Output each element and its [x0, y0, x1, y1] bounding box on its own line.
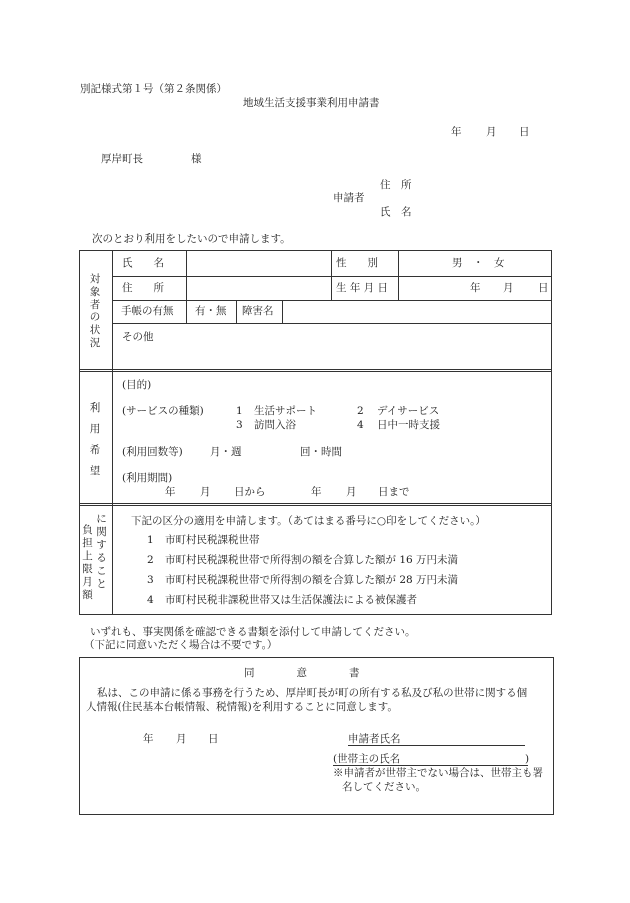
dob-label: 生 年 月 日 [336, 282, 389, 294]
consent-note-line2: 名してください。 [342, 781, 426, 793]
applicant-address-label: 住 所 [380, 179, 412, 191]
notes-line2: （下記に同意いただく場合は不要です。） [84, 639, 278, 651]
date-year-label: 年 [451, 126, 462, 138]
limit-option-num: 2 [147, 554, 154, 566]
limit-option-text[interactable]: 市町村民税非課税世帯又は生活保護法による被保護者 [165, 594, 417, 606]
service-num: 4 [357, 419, 364, 431]
dob-month: 月 [503, 282, 514, 294]
consent-date-day: 日 [208, 733, 219, 745]
applicant-label: 申請者 [333, 192, 365, 204]
row-divider [112, 276, 552, 277]
limit-option-num: 1 [147, 534, 154, 546]
consent-applicant-name-label: 申請者氏名 [348, 733, 401, 745]
limit-option-num: 3 [147, 574, 154, 586]
notes-line1: いずれも、事実関係を確認できる書類を添付して申請してください。 [90, 626, 416, 638]
addressee: 厚岸町長 [101, 153, 143, 165]
frequency-label: (利用回数等) [122, 446, 183, 458]
dob-year: 年 [470, 282, 481, 294]
document-title: 地域生活支援事業利用申請書 [243, 97, 380, 109]
household-close: ) [525, 753, 530, 765]
consent-title: 同 意 書 [244, 667, 360, 679]
sex-value[interactable]: 男 ・ 女 [452, 257, 505, 269]
frequency-unit[interactable]: 月・週 [210, 446, 242, 458]
col-divider [236, 300, 237, 323]
service-name[interactable]: デイサービス [377, 405, 440, 417]
row-divider [112, 300, 552, 301]
household-label: (世帯主の氏名 [333, 753, 401, 765]
limit-instruction: 下記の区分の適用を申請します。（あてはまる番号に○印をしてください。） [131, 515, 486, 527]
subject-section-label: 対象者の状況 [89, 273, 101, 349]
period-from-year: 年 [165, 486, 176, 498]
period-to-year: 年 [311, 486, 322, 498]
consent-body-line2: 人情報(住民基本台帳情報、税情報)を利用することに同意します。 [86, 701, 398, 713]
sex-label: 性 別 [336, 257, 378, 269]
intro-text: 次のとおり利用をしたいので申請します。 [92, 233, 291, 245]
addressee-suffix: 様 [191, 153, 202, 165]
limit-option-num: 4 [147, 594, 154, 606]
address-label: 住 所 [122, 282, 164, 294]
period-from-month: 月 [200, 486, 211, 498]
period-label: (利用期間) [122, 472, 173, 484]
col-divider [398, 250, 399, 300]
signature-line[interactable] [348, 745, 525, 746]
label-column-divider [112, 250, 113, 615]
frequency-count[interactable]: 回・時間 [300, 446, 342, 458]
period-to-day: 日まで [378, 486, 410, 498]
service-name[interactable]: 訪問入浴 [254, 419, 296, 431]
name-label: 氏 名 [122, 257, 164, 269]
household-signature-line[interactable] [333, 765, 528, 766]
disability-label: 障害名 [242, 305, 274, 317]
date-month-label: 月 [486, 126, 497, 138]
col-divider [282, 300, 283, 323]
consent-note-line1: ※申請者が世帯主でない場合は、世帯主も署 [333, 767, 543, 779]
row-divider [112, 323, 552, 324]
limit-option-text[interactable]: 市町村民税課税世帯で所得割の額を合算した額が 28 万円未満 [165, 574, 459, 586]
col-divider [331, 250, 332, 300]
handbook-label: 手帳の有無 [121, 305, 174, 317]
handbook-value[interactable]: 有・無 [195, 305, 227, 317]
consent-body-line1: 私は、この申請に係る事務を行うため、厚岸町長が町の所有する私及び私の世帯に関する個 [97, 687, 528, 699]
limit-option-text[interactable]: 市町村民税課税世帯で所得割の額を合算した額が 16 万円未満 [165, 554, 459, 566]
form-number: 別記様式第１号（第２条関係） [80, 83, 227, 95]
usage-section-label: 利用希望 [89, 402, 101, 477]
consent-date-month: 月 [176, 733, 187, 745]
date-day-label: 日 [519, 126, 530, 138]
service-name[interactable]: 日中一時支援 [377, 419, 440, 431]
service-num: 1 [236, 405, 243, 417]
dob-day: 日 [538, 282, 549, 294]
limit-option-text[interactable]: 市町村民税課税世帯 [165, 534, 260, 546]
col-divider [186, 300, 187, 323]
service-num: 3 [236, 419, 243, 431]
section-divider [79, 369, 552, 372]
col-divider [186, 250, 187, 300]
consent-date-year: 年 [143, 733, 154, 745]
applicant-name-label: 氏 名 [380, 206, 412, 218]
period-from-day: 日から [234, 486, 266, 498]
limit-section-label-right: に関すること [96, 513, 107, 591]
purpose-label: (目的) [122, 379, 152, 391]
other-label: その他 [122, 331, 154, 343]
service-num: 2 [357, 405, 364, 417]
service-name[interactable]: 生活サポート [254, 405, 317, 417]
section-divider [79, 503, 552, 506]
limit-section-label-left: 負担上限月額 [82, 524, 93, 602]
period-to-month: 月 [346, 486, 357, 498]
service-label: (サービスの種類) [122, 405, 204, 417]
